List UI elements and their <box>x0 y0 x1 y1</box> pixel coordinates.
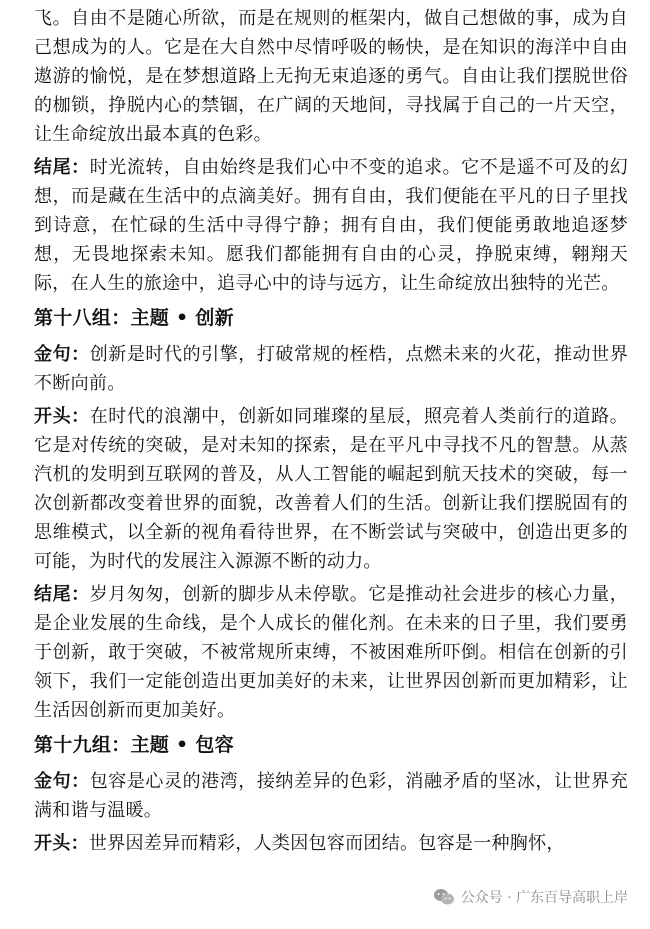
watermark-text: 公众号 · 广东百导高职上岸 <box>460 890 628 906</box>
quote-label: 金句： <box>34 344 90 365</box>
group18-heading: 第十八组：主题 • 创新 <box>34 307 234 329</box>
quote-text: 创新是时代的引擎，打破常规的桎梏，点燃未来的火花，推动世界不断向前。 <box>34 344 628 394</box>
group19-quote <box>34 767 628 825</box>
group18-opening <box>34 402 628 576</box>
opening-text: 在时代的浪潮中，创新如同璀璨的星辰，照亮着人类前行的道路。它是对传统的突破，是对未知的探索，是在平凡中寻找不凡的智慧。从蒸汽机的发明到互联网的普及，从人工智能的崛起到航天技术的突破，每一次创新都改变着世界的面貌，改善着人们的生活。创新让我们摆脱固有的思维模式，以全新的视角看待世界，在不断尝试与突破中，创造出更多的可能，为时代的发展注入源源不断的动力。 <box>34 406 628 572</box>
quote-label: 金句： <box>34 771 90 792</box>
ending-label: 结尾： <box>34 157 90 178</box>
paragraph-text: 飞。自由不是随心所欲，而是在规则的框架内，做自己想做的事，成为自己想成为的人。它是在大自然中尽情呼吸的畅快，是在知识的海洋中自由遨游的愉悦，是在梦想道路上无拘无束追逐的勇气。自由让我们摆脱世俗的枷锁，挣脱内心的禁锢，在广阔的天地间，寻找属于自己的一片天空，让生命绽放出最本真的色彩。 <box>34 8 628 145</box>
paragraph-freedom-body <box>34 4 628 149</box>
opening-label: 开头： <box>34 833 89 854</box>
opening-text: 世界因差异而精彩，人类因包容而团结。包容是一种胸怀， <box>88 833 565 854</box>
group18-quote <box>34 340 628 398</box>
ending-text: 时光流转，自由始终是我们心中不变的追求。它不是遥不可及的幻想，而是藏在生活中的点滴美好。拥有自由，我们便能在平凡的日子里找到诗意，在忙碌的生活中寻得宁静；拥有自由，我们便能勇敢地追逐梦想，无畏地探索未知。愿我们都能拥有自由的心灵，挣脱束缚，翱翔天际，在人生的旅途中，追寻心中的诗与远方，让生命绽放出独特的光芒。 <box>34 157 628 294</box>
group19-opening <box>34 829 628 858</box>
watermark <box>433 887 628 907</box>
ending-text: 岁月匆匆，创新的脚步从未停歇。它是推动社会进步的核心力量，是企业发展的生命线，是个人成长的催化剂。在未来的日子里，我们要勇于创新，敢于突破，不被常规所束缚，不被困难所吓倒。相信在创新的引领下，我们一定能创造出更加美好的未来，让世界因创新而更加精彩，让生活因创新而更加美好。 <box>34 584 628 721</box>
paragraph-freedom-ending <box>34 153 628 298</box>
quote-text: 包容是心灵的港湾，接纳差异的色彩，消融矛盾的坚冰，让世界充满和谐与温暖。 <box>34 771 628 821</box>
ending-label: 结尾： <box>34 584 90 605</box>
group18-ending <box>34 580 628 725</box>
wechat-icon <box>433 888 455 906</box>
group19-heading: 第十九组：主题 • 包容 <box>34 734 234 756</box>
opening-label: 开头： <box>34 406 90 427</box>
